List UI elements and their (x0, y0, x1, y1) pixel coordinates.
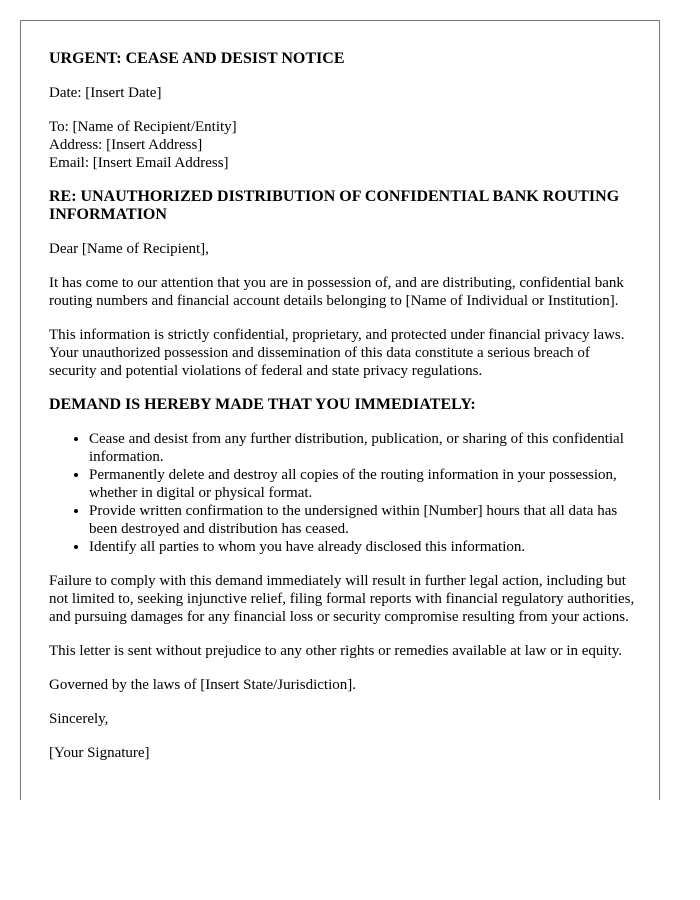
demand-item: • Cease and desist from any further distribution, publication, or sharing of this confidential information. (89, 430, 635, 466)
demand-item: • Provide written confirmation to the undersigned within [Number] hours that all data has been destroyed and distribution has ceased. (89, 502, 635, 538)
re-line: RE: UNAUTHORIZED DISTRIBUTION OF CONFIDENTIAL BANK ROUTING INFORMATION (49, 188, 620, 223)
signoff: Sincerely, (49, 711, 109, 727)
recipient-address: Address: [Insert Address] (49, 137, 203, 153)
paragraph-failure: Failure to comply with this demand immediately will result in further legal action, including but not limited to, seeking injunctive relief, filing formal reports with financial regulatory authorities, and pursuing damages for any financial loss or security compromise resulting from your actions. (49, 573, 635, 625)
recipient-to: To: [Name of Recipient/Entity] (49, 119, 237, 135)
salutation: Dear [Name of Recipient], (49, 241, 209, 257)
date-line: Date: [Insert Date] (49, 85, 162, 101)
demand-heading: DEMAND IS HEREBY MADE THAT YOU IMMEDIATELY: (49, 396, 476, 413)
letter-page (20, 20, 660, 800)
recipient-email: Email: [Insert Email Address] (49, 155, 229, 171)
paragraph-prejudice: This letter is sent without prejudice to any other rights or remedies available at law or in equity. (49, 643, 623, 659)
signature-placeholder: [Your Signature] (49, 745, 150, 761)
recipient-block (49, 118, 635, 172)
paragraph-governed: Governed by the laws of [Insert State/Jurisdiction]. (49, 677, 357, 693)
letter-title: URGENT: CEASE AND DESIST NOTICE (49, 50, 345, 67)
demand-item: • Permanently delete and destroy all copies of the routing information in your possession, whether in digital or physical format. (89, 466, 635, 502)
demand-list (49, 430, 635, 556)
demand-item: • Identify all parties to whom you have already disclosed this information. (89, 538, 635, 556)
paragraph-attention: It has come to our attention that you are in possession of, and are distributing, confidential bank routing numbers and financial account details belonging to [Name of Individual or Institution]. (49, 275, 624, 309)
letter-body (49, 50, 635, 778)
paragraph-confidential: This information is strictly confidential, proprietary, and protected under financial privacy laws. Your unauthorized possession and dissemination of this data constitute a serious breach of security and potential violations of federal and state privacy regulations. (49, 327, 625, 379)
